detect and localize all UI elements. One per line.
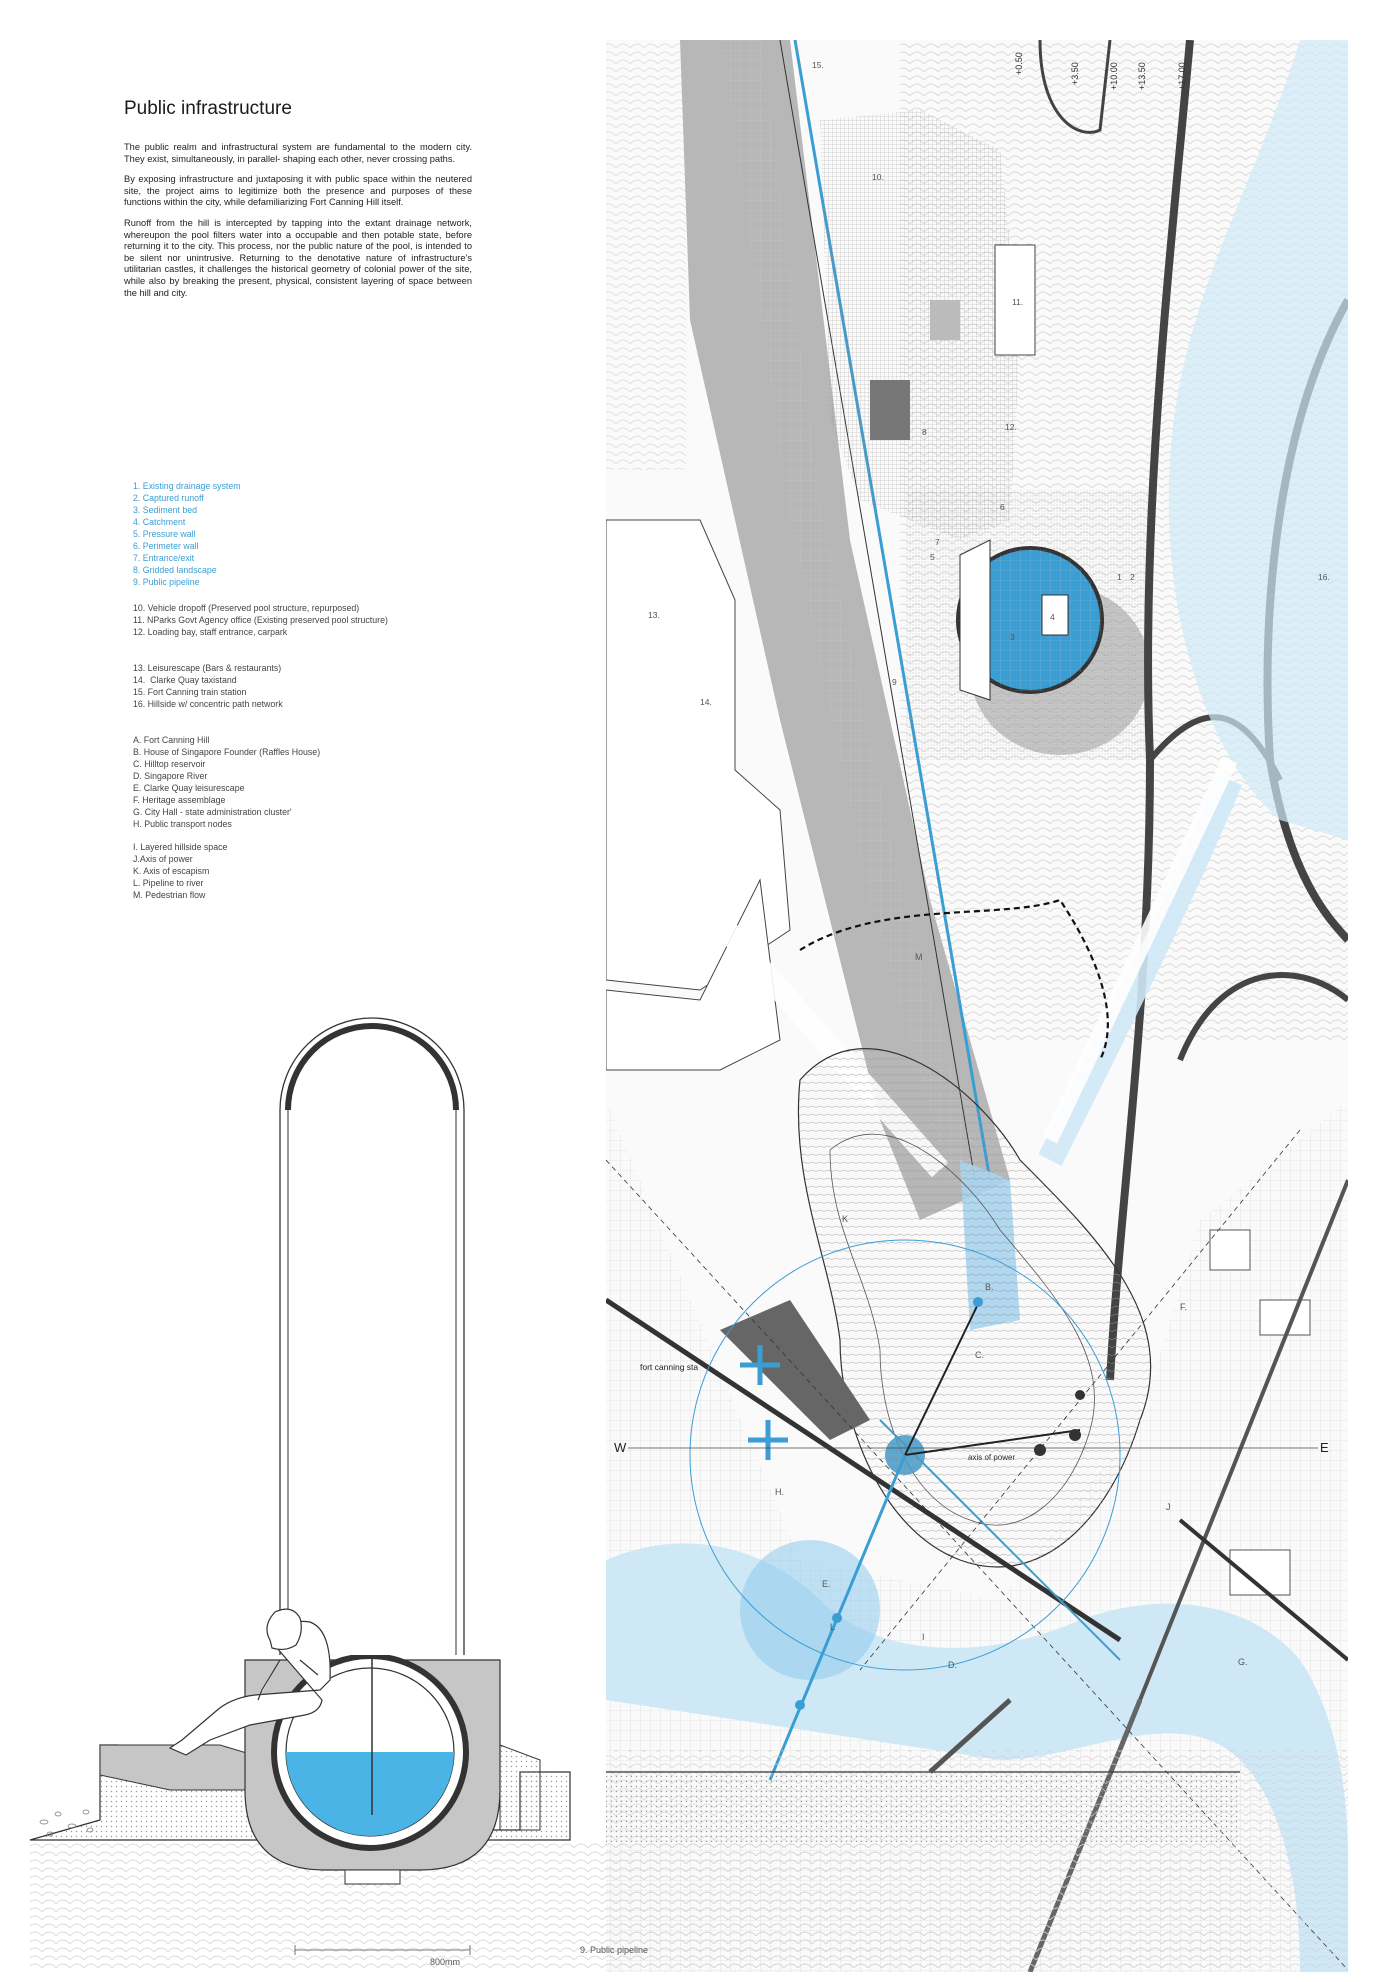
- legend-item: 7. Entrance/exit: [133, 553, 195, 563]
- pipe-footing: [345, 1870, 400, 1884]
- legend-item: 12. Loading bay, staff entrance, carpark: [133, 627, 288, 637]
- map-number: 11.: [1012, 297, 1024, 307]
- map-letter: J: [1166, 1502, 1171, 1512]
- axis-label: axis of power: [968, 1453, 1016, 1462]
- map-number: 9: [892, 677, 897, 687]
- legend-item: 8. Gridded landscape: [133, 565, 217, 575]
- intro-paragraph-2: By exposing infrastructure and juxtaposing it with public space within the neutered site, the project aims to legitimize both the presence and purposes of these functions within the city, while defamiliarizing Fort Canning Hill itself.: [124, 174, 472, 208]
- legend-item: A. Fort Canning Hill: [133, 735, 210, 745]
- pressure-tower: [280, 1018, 464, 1655]
- contour-label: +0.50: [1014, 52, 1024, 75]
- map-number: 13.: [648, 610, 660, 620]
- map-number: 15.: [812, 60, 824, 70]
- legend-item: 11. NParks Govt Agency office (Existing preserved pool structure): [133, 615, 388, 625]
- legend-item: 1. Existing drainage system: [133, 481, 241, 491]
- map-number: 10.: [872, 172, 884, 182]
- legend-item: I. Layered hillside space: [133, 842, 228, 852]
- contour-label: +17.00: [1177, 62, 1187, 90]
- map-number: 2: [1130, 572, 1135, 582]
- bench-slab: [500, 1745, 540, 1830]
- map-area: [570, 40, 1350, 1972]
- intro-paragraph-3: Runoff from the hill is intercepted by tapping into the extant drainage network, whereupon the pool filters water into a occupable and then potable state, before returning it to the city. This process, nor the public nature of the pool, is intended to be silent nor unintrusive. Returning to the denotative nature of infrastructure's utilitarian castles, it challenges the historical geometry of colonial power of the site, while also by breaking the present, physical, consistent layering of space between the hill and city.: [124, 217, 472, 298]
- scale-label: 800mm: [430, 1957, 461, 1967]
- map-letter: G.: [1238, 1657, 1248, 1667]
- axis-node: [1075, 1390, 1085, 1400]
- legend-item: F. Heritage assemblage: [133, 795, 226, 805]
- compass-east: E: [1320, 1440, 1329, 1455]
- map-number: 12.: [1005, 422, 1017, 432]
- map-number: 14.: [700, 697, 712, 707]
- legend-item: K. Axis of escapism: [133, 866, 210, 876]
- map-number: 5: [930, 552, 935, 562]
- legend-item: 16. Hillside w/ concentric path network: [133, 699, 283, 709]
- map-letter: F.: [1180, 1302, 1188, 1312]
- contour-label: +10.00: [1109, 62, 1119, 90]
- map-number: 7: [935, 537, 940, 547]
- map-letter: E.: [822, 1579, 831, 1589]
- compass-west: W: [614, 1440, 627, 1455]
- map-letter: B.: [985, 1282, 994, 1292]
- axis-node: [1069, 1429, 1081, 1441]
- map-letter: C.: [975, 1350, 984, 1360]
- pressure-wall: [960, 540, 990, 700]
- page-title: Public infrastructure: [124, 98, 292, 119]
- axis-node: [1034, 1444, 1046, 1456]
- city-block: [1210, 1230, 1250, 1270]
- legend-item: M. Pedestrian flow: [133, 890, 206, 900]
- axis-node: [973, 1297, 983, 1307]
- pool-platform: [1042, 595, 1068, 635]
- map-number: 3: [1010, 632, 1015, 642]
- station-label: fort canning sta: [640, 1362, 699, 1372]
- axis-node: [795, 1700, 805, 1710]
- contour-label: +3.50: [1070, 62, 1080, 85]
- legend-item: 14. Clarke Quay taxistand: [133, 675, 237, 685]
- legend-item: J.Axis of power: [133, 854, 193, 864]
- legend-item: 6. Perimeter wall: [133, 541, 199, 551]
- legend-item: 3. Sediment bed: [133, 505, 198, 515]
- landscape-tile: [930, 300, 960, 340]
- map-number: 16.: [1318, 572, 1330, 582]
- map-letter: L: [830, 1622, 836, 1632]
- intro-paragraph-1: The public realm and infrastructural system are fundamental to the modern city. They exist, simultaneously, in parallel- shaping each other, never crossing paths.: [124, 142, 472, 164]
- ground-slab: [570, 1772, 1240, 1842]
- map-number: 1: [1117, 572, 1122, 582]
- legend-item: G. City Hall - state administration cluster': [133, 807, 292, 817]
- city-block: [1260, 1300, 1310, 1335]
- contour-label: +13.50: [1137, 62, 1147, 90]
- map-letter: D.: [948, 1660, 957, 1670]
- building-block: [606, 40, 686, 470]
- legend-item: H. Public transport nodes: [133, 819, 232, 829]
- map-number: 4: [1050, 612, 1055, 622]
- legend-item: E. Clarke Quay leisurescape: [133, 783, 245, 793]
- map-letter: H.: [775, 1487, 784, 1497]
- map-number: 6: [1000, 502, 1005, 512]
- map-letter: I: [922, 1632, 925, 1642]
- legend-item: 4. Catchment: [133, 517, 186, 527]
- landscape-tile: [870, 380, 910, 440]
- legend-item: 10. Vehicle dropoff (Preserved pool structure, repurposed): [133, 603, 360, 613]
- legend-item: 15. Fort Canning train station: [133, 687, 247, 697]
- legend-item: D. Singapore River: [133, 771, 208, 781]
- legend-item: 13. Leisurescape (Bars & restaurants): [133, 663, 282, 673]
- pipeline-label: 9. Public pipeline: [580, 1945, 649, 1955]
- leisurescape-node: [740, 1540, 880, 1680]
- map-number: 8: [922, 427, 927, 437]
- legend-item: 9. Public pipeline: [133, 577, 200, 587]
- legend-item: C. Hilltop reservoir: [133, 759, 206, 769]
- legend-item: 2. Captured runoff: [133, 493, 204, 503]
- legend-item: B. House of Singapore Founder (Raffles House): [133, 747, 321, 757]
- map-letter: K: [842, 1214, 849, 1224]
- legend-item: 5. Pressure wall: [133, 529, 196, 539]
- legend-item: L. Pipeline to river: [133, 878, 204, 888]
- map-letter: M: [915, 952, 923, 962]
